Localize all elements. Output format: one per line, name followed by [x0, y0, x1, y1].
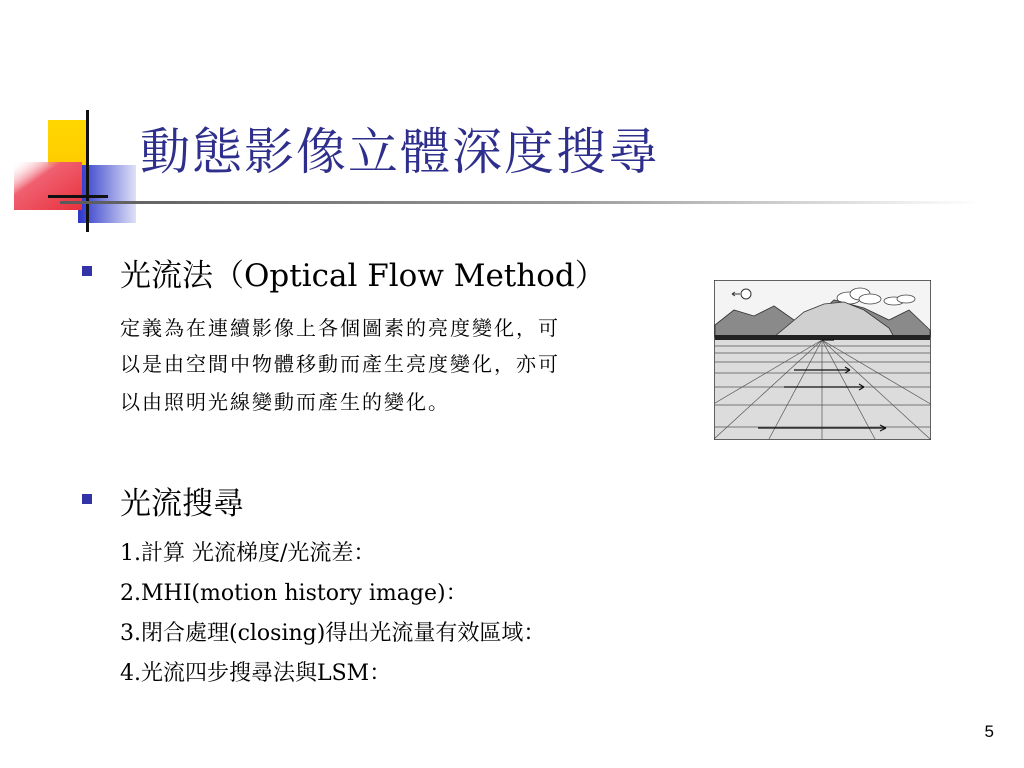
- description-line: 以由照明光線變動而產生的變化。: [120, 390, 450, 414]
- step-item: 1.計算 光流梯度/光流差：: [120, 541, 376, 566]
- step-item: 3.閉合處理(closing)得出光流量有效區域：: [120, 621, 546, 646]
- optical-flow-illustration: [714, 280, 931, 440]
- bullet-square-icon: [82, 266, 92, 276]
- step-item: 2.MHI(motion history image)：: [120, 581, 468, 606]
- section-heading-optical-flow: 光流法（Optical Flow Method）: [120, 258, 606, 294]
- bullet-square-icon: [82, 494, 92, 504]
- step-item: 4.光流四步搜尋法與LSM：: [120, 661, 392, 686]
- title-underline: [60, 201, 980, 204]
- description-line: 定義為在連續影像上各個圖素的亮度變化，可: [120, 316, 560, 340]
- section-heading-optical-flow-search: 光流搜尋: [120, 486, 244, 522]
- decorative-corner-squares: [0, 0, 140, 240]
- slide-title: 動態影像立體深度搜尋: [140, 123, 660, 181]
- description-line: 以是由空間中物體移動而產生亮度變化，亦可: [120, 352, 560, 376]
- page-number: 5: [984, 722, 994, 741]
